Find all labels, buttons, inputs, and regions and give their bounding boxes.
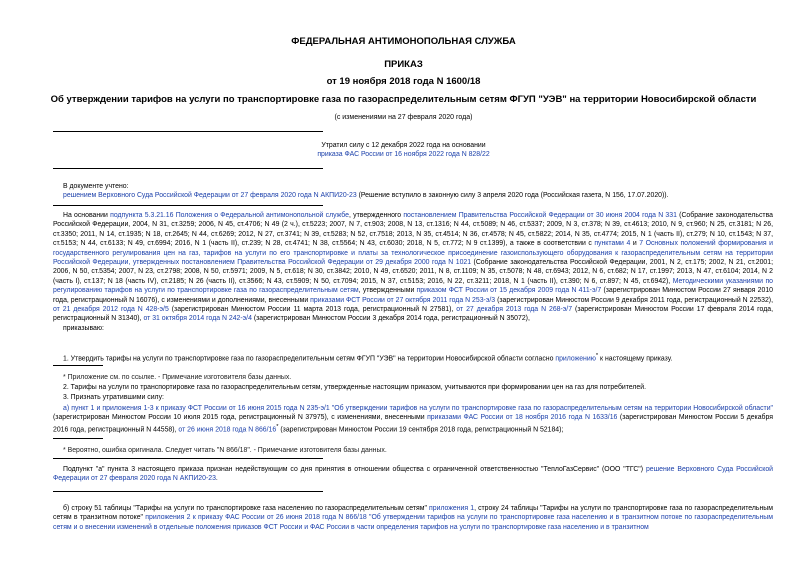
appendix-link[interactable]: приложению: [555, 355, 596, 363]
court-note: Подпункт "а" пункта 3 настоящего приказа признан недействующим со дня принятия в отношении общества с ограниченной ответственностью "ТеплоГазСервис" (ООО "ТГС") решение Верховного Суда Российской Федерации от 27 февраля 2020 года N АКПИ20-23.: [53, 466, 773, 483]
preamble-paragraph: На основании подпункта 5.3.21.16 Положения о Федеральной антимонопольной службе, утвержденного постановлением Правительства Российской Федерации от 30 июня 2004 года N 331 (Собрание законодательства Российской Федерации, 2004, N 31, ст.3259; 2006, N 45, ст.4706; N 49 (2 ч.), ст.5223; 2007, N 7, ст.903; 2008, N 13, ст.1316; N 44, ст.5089; N 46, ст.5337; 2009, N 3, ст.378; N 39, ст.4613; 2010, N 9, ст.960; N 25, ст.3181; N 26, ст.3350; 2011, N 14, ст.1935; N 18, ст.2645; N 44, ст.6269; 2012, N 27, ст.3741; N 39, ст.5283; N 52, ст.7518; 2013, N 35, ст.4514; N 36, ст.4578; N 45, ст.5822; 2014, N 35, ст.4774; 2015, N 1 (часть II), ст.279; N 10, ст.1543; N 37, ст.5153; N 44, ст.6133; N 49, ст.6994; 2016, N 1 (часть II), ст.239; N 28, ст.4741; N 38, ст.5564; N 43, ст.6030; 2018, N 5, ст.772; N 9 ст.1399), а также в соответствии с пунктами 4 и 7 Основных положений формирования и государственного регулирования цен на газ, тарифов на услуги по его транспортировке и платы за технологическое присоединение газоиспользующего оборудования к газораспределительным сетям на территории Российской Федерации, утвержденных постановлением Правительства Российской Федерации от 29 декабря 2000 года N 1021 (Собрание законодательства Российской Федерации, 2001, N 2, ст.175; 2002, N 21, ст.2001; 2006, N 50, ст.5354; 2007, N 23, ст.2798; 2008, N 50, ст.5971; 2009, N 5, ст.618; N 30, ст.3842; 2010, N 49, ст.6520; 2011, N 8, ст.1109; N 35, ст.5078; N 48, ст.6943; 2012, N 6, ст.682; N 17, ст.1997; 2013, N 47, ст.6104; 2014, N 2 (часть I), ст.137; N 18 (часть IV), ст.2185; N 26 (часть II), ст.3566; N 43, ст.5909; N 50, ст.7094; 2015, N 37, ст.5153; 2016, N 22, ст.3211; 2018, N 1 (часть II), ст.390; N 6, ст.897; N 45, ст.6942), Методическими указаниями по регулированию тарифов на услуги по транспортировке газа по газораспределительным сетям, утвержденными приказом ФСТ России от 15 декабря 2009 года N 411-э/7 (зарегистрирован Минюстом России 27 января 2010 года, регистрационный N 16076), с изменениями и дополнениями, внесенными приказами ФСТ России от 27 октября 2011 года N 253-э/3 (зарегистрирован Минюстом России 9 декабря 2011 года, регистрационный N 22532), от 21 декабря 2012 года N 428-э/5 (зарегистрирован Минюстом России 11 марта 2013 года, регистрационный N 27581), от 27 декабря 2013 года N 268-э/7 (зарегистрирован Минюстом России 17 февраля 2014 года, регистрационный N 31340), от 31 октября 2014 года N 242-э/4 (зарегистрирован Минюстом России 3 декабря 2014 года, регистрационный N 35072),: [53, 212, 774, 323]
order-word: приказываю:: [63, 324, 104, 332]
footnote-2-block: [53, 446, 773, 455]
divider: [53, 491, 323, 492]
divider: [53, 205, 323, 206]
divider: [53, 458, 323, 459]
divider: [53, 131, 323, 132]
preamble: [53, 211, 773, 333]
order-2014-link[interactable]: от 31 октября 2014 года N 242-э/4: [143, 315, 252, 323]
government-decree-link[interactable]: постановлением Правительства Российской Федерации от 30 июня 2004 года N 331: [403, 212, 677, 219]
expired-link[interactable]: приказа ФАС России от 16 ноября 2022 года N 828/22: [317, 151, 490, 159]
supreme-court-link[interactable]: решением Верховного Суда Российской Федерации от 27 февраля 2020 года N АКПИ20-23: [63, 192, 357, 200]
points-link[interactable]: пунктами 4: [594, 240, 631, 248]
footnote-mark: *: [276, 423, 279, 430]
order-235-link[interactable]: а) пункт 1 и приложения 1-3 к приказу ФСТ России от 16 июня 2015 года N 235-э/1 "Об утверждении тарифов на услуги по транспортировке газа по газораспределительным сетям на территории Новосибирской области": [63, 405, 773, 412]
footnote-1: * Приложение см. по ссылке. - Примечание изготовителя базы данных.: [63, 374, 292, 381]
fst-orders-link[interactable]: приказами ФСТ России от 27 октября 2011 года N 253-э/3: [310, 296, 496, 304]
divider: [53, 365, 103, 366]
expired-line: Утратил силу с 12 декабря 2022 года на основании: [321, 142, 486, 149]
amendments-label: В документе учтено:: [63, 183, 129, 190]
court-decision-link[interactable]: решение Верховного Суда Российской Федерации от 27 февраля 2020 года N АКПИ20-23: [53, 466, 773, 483]
basic-provisions-link[interactable]: 7 Основных положений формирования и государственного регулирования цен на газ, тарифов на услуги по его транспортировке и платы за технологическое присоединение газоиспользующего оборудования к газораспределительным сетям на территории Российской Федерации, утвержденных постановлением Правительства Российской Федерации от 29 декабря 2000 года N 1021: [53, 240, 773, 267]
order-866-link[interactable]: от 26 июня 2018 года N 866/16: [178, 426, 277, 434]
fst-order-link[interactable]: приказом ФСТ России от 15 декабря 2009 года N 411-э/7: [416, 287, 602, 295]
document-date: от 19 ноября 2018 года N 1600/18: [326, 76, 481, 87]
appendix-1-link[interactable]: приложения 1: [429, 505, 475, 512]
regulation-link[interactable]: подпункта 5.3.21.16 Положения о Федеральной антимонопольной службе: [110, 212, 350, 219]
document-type: ПРИКАЗ: [384, 59, 423, 70]
order-2012-link[interactable]: от 21 декабря 2012 года N 428-э/5: [53, 306, 169, 314]
revision-note: (с изменениями на 27 февраля 2020 года): [334, 114, 473, 121]
order-1633-link[interactable]: приказами ФАС России от 18 ноября 2016 года N 1633/16: [427, 414, 618, 422]
order-2013-link[interactable]: от 27 декабря 2013 года N 268-э/7: [456, 306, 573, 314]
amendments-text: решением Верховного Суда Российской Федерации от 27 февраля 2020 года N АКПИ20-23 (Решение вступило в законную силу 3 апреля 2020 года (Российская газета, N 156, 17.07.2020)).: [63, 192, 669, 200]
footnote-2: * Вероятно, ошибка оригинала. Следует читать "N 866/18". - Примечание изготовителя базы данных.: [63, 447, 387, 454]
footnote-mark: *: [595, 353, 599, 359]
item-3: 3. Признать утратившими силу:: [63, 393, 164, 401]
item-1: 1. Утвердить тарифы на услуги по транспортировке газа по газораспределительным сетям ФГУП "УЭВ" на территории Новосибирской области согласно приложению* к настоящему приказу.: [63, 353, 673, 363]
appendix-2-link[interactable]: приложения 2 к приказу ФАС России от 26 июня 2018 года N 866/18 "Об утверждении тарифов на услуги по транспортировке газа населению и в транзитном потоке по газораспределительным сетям и о внесении изменений в отдельные положения приказов ФСТ России и ФАС России в части определения тарифов на услуги по транспортировке газа населению и в транзитном: [53, 514, 773, 531]
document-title: Об утверждении тарифов на услуги по транспортировке газа по газораспределительным сетям ФГУП "УЭВ" на территории Новосибирской области: [50, 94, 757, 105]
guidelines-link[interactable]: Методическими указаниями по регулированию тарифов на услуги по транспортировке газа по газораспределительным сетям: [53, 277, 774, 295]
divider: [53, 168, 323, 169]
agency-name: ФЕДЕРАЛЬНАЯ АНТИМОНОПОЛЬНАЯ СЛУЖБА: [291, 36, 516, 47]
divider: [53, 438, 103, 439]
item-3b: б) строку 51 таблицы "Тарифы на услуги по транспортировке газа населению по газораспределительным сетям" приложения 1, строку 24 таблицы "Тарифы на услуги по транспортировке газа по газораспределительным сетям в транзитном потоке" приложения 2 к приказу ФАС России от 26 июня 2018 года N 866/18 "Об утверждении тарифов на услуги по транспортировке газа населению и в транзитном потоке по газораспределительным сетям и о внесении изменений в отдельные положения приказов ФСТ России и ФАС России в части определения тарифов на услуги по транспортировке газа населению и в транзитном: [53, 505, 774, 531]
item-3a: а) пункт 1 и приложения 1-3 к приказу ФСТ России от 16 июня 2015 года N 235-э/1 "Об утверждении тарифов на услуги по транспортировке газа по газораспределительным сетям на территории Новосибирской области" (зарегистрирован Минюстом России 10 июля 2015 года, регистрационный N 37975), с изменениями, внесенными приказами ФАС России от 18 ноября 2016 года N 1633/16 (зарегистрирован Минюстом России 5 декабря 2016 года, регистрационный N 44558), от 26 июня 2018 года N 866/16* (зарегистрирован Минюстом России 19 сентября 2018 года, регистрационный N 52184);: [53, 405, 773, 434]
expired-block: [0, 141, 807, 160]
item-2: 2. Тарифы на услуги по транспортировке газа по газораспределительным сетям, утвержденные настоящим приказом, учитываются при формировании цен на газ для потребителей.: [63, 384, 647, 392]
items-block: [53, 373, 773, 402]
amendments-block: [53, 182, 773, 201]
